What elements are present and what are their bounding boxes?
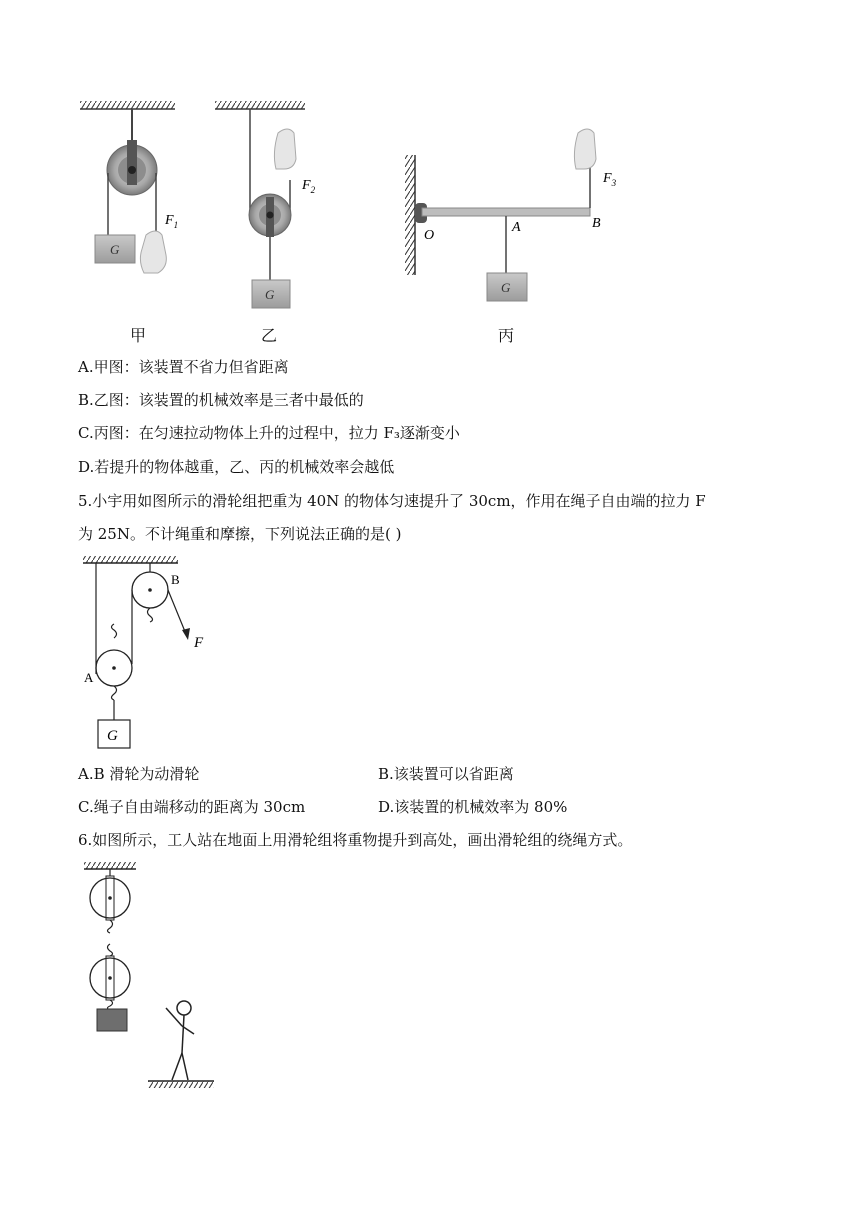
diagram-jia: [80, 101, 178, 273]
svg-text:G: G: [107, 728, 118, 744]
hand-icon: [274, 129, 296, 169]
diagram-bing: [405, 129, 617, 301]
force-label-f3: $F_3$: [603, 171, 617, 188]
figure-worker-pulley: [78, 858, 228, 1098]
weight-label: G: [110, 242, 120, 257]
worker-figure: [166, 1001, 194, 1080]
q6-stem: 6.如图所示，工人站在地面上用滑轮组将重物提升到高处，画出滑轮组的绕绳方式。: [78, 831, 633, 849]
q4-option-b: B.乙图：该装置的机械效率是三者中最低的: [78, 391, 364, 409]
svg-text:B: B: [592, 216, 601, 231]
q5-option-c: C.绳子自由端移动的距离为 30cm: [78, 798, 306, 816]
hand-icon: [140, 231, 166, 273]
force-label-f1: $F_1$: [165, 213, 179, 230]
q4-option-c: C.丙图：在匀速拉动物体上升的过程中，拉力 F₃逐渐变小: [78, 424, 460, 442]
q4-option-a: A.甲图：该装置不省力但省距离: [78, 358, 289, 376]
figure-pulley-comparison: [70, 95, 670, 350]
q5-option-d: D.该装置的机械效率为 80%: [378, 798, 568, 816]
svg-text:B: B: [171, 572, 180, 587]
lever-bar: [422, 208, 590, 216]
svg-text:A: A: [84, 670, 94, 685]
svg-text:G: G: [501, 280, 511, 295]
svg-text:O: O: [424, 228, 435, 243]
q5-stem-line1: 5.小宇用如图所示的滑轮组把重为 40N 的物体匀速提升了 30cm，作用在绳子自由端的拉力 F: [78, 492, 706, 510]
force-arrow: [182, 628, 190, 640]
svg-text:A: A: [512, 220, 521, 235]
hand-icon: [574, 129, 596, 169]
figure-pulley-block: [78, 552, 228, 752]
caption-yi: 乙: [261, 326, 278, 345]
caption-jia: 甲: [130, 326, 147, 345]
svg-text:G: G: [265, 287, 275, 302]
q5-stem-line2: 为 25N。不计绳重和摩擦，下列说法正确的是( ): [78, 525, 402, 543]
q5-option-b: B.该装置可以省距离: [378, 765, 514, 783]
q4-option-d: D.若提升的物体越重，乙、丙的机械效率会越低: [78, 458, 395, 476]
caption-bing: 丙: [498, 326, 515, 345]
force-label-f2: $F_2$: [302, 178, 316, 195]
heavy-object: [97, 1009, 127, 1031]
diagram-yi: [215, 101, 316, 308]
svg-text:F: F: [194, 635, 204, 651]
q5-option-a: A.B 滑轮为动滑轮: [78, 765, 200, 783]
